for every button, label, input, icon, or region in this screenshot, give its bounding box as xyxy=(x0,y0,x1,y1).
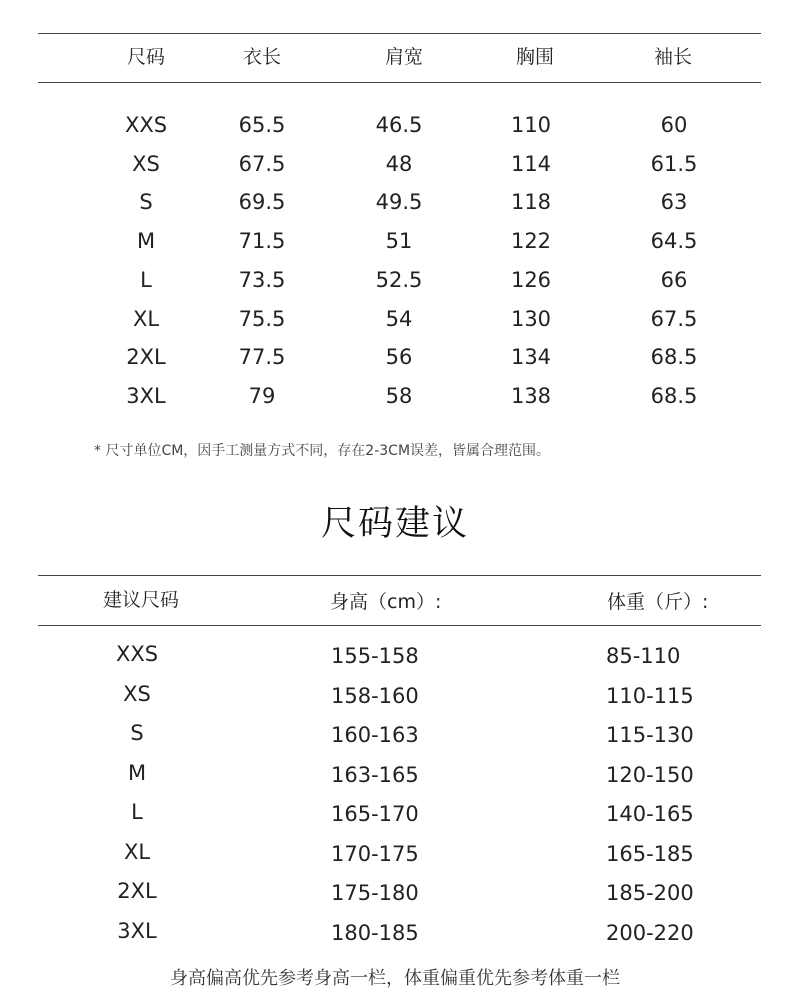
cell-size: XL xyxy=(132,306,160,331)
cell-length: 71.5 xyxy=(238,229,286,254)
cell-weight-range: 115-130 xyxy=(606,723,694,747)
cell-sleeve: 64.5 xyxy=(650,229,698,254)
cell-chest: 118 xyxy=(510,190,552,215)
cell-shoulder: 52.5 xyxy=(375,267,423,292)
header-length: 衣长 xyxy=(242,46,282,68)
header-shoulder: 肩宽 xyxy=(384,46,424,68)
cell-chest: 130 xyxy=(510,306,552,331)
header-size: 尺码 xyxy=(126,46,166,68)
cell-size: 3XL xyxy=(126,383,166,408)
cell-weight-range: 140-165 xyxy=(606,802,694,826)
cell-recommended-size: M xyxy=(127,760,147,785)
cell-weight-range: 165-185 xyxy=(606,841,694,866)
cell-height-range: 155-158 xyxy=(331,644,419,668)
cell-sleeve: 68.5 xyxy=(650,383,698,408)
cell-length: 77.5 xyxy=(238,345,286,370)
recommendation-top-rule xyxy=(38,575,761,576)
header-chest: 胸围 xyxy=(515,46,555,68)
cell-height-range: 175-180 xyxy=(331,881,419,905)
cell-size: XS xyxy=(132,151,160,176)
cell-height-range: 163-165 xyxy=(331,762,419,787)
cell-recommended-size: XL xyxy=(123,839,151,864)
cell-length: 69.5 xyxy=(238,190,286,215)
cell-height-range: 170-175 xyxy=(331,841,419,866)
cell-weight-range: 200-220 xyxy=(606,920,694,945)
cell-shoulder: 54 xyxy=(385,306,413,331)
cell-height-range: 158-160 xyxy=(331,683,419,708)
cell-sleeve: 61.5 xyxy=(650,151,698,176)
header-recommended-size: 建议尺码 xyxy=(103,589,180,611)
recommendation-footer: 身高偏高优先参考身高一栏，体重偏重优先参考体重一栏 xyxy=(170,968,620,989)
header-weight: 体重（斤）: xyxy=(607,591,709,613)
cell-chest: 114 xyxy=(510,151,552,176)
cell-size: XXS xyxy=(124,113,168,137)
cell-weight-range: 185-200 xyxy=(606,881,694,905)
cell-recommended-size: XXS xyxy=(115,642,159,666)
cell-sleeve: 66 xyxy=(660,267,688,292)
cell-shoulder: 46.5 xyxy=(375,113,423,137)
cell-recommended-size: 2XL xyxy=(117,879,157,903)
cell-chest: 134 xyxy=(510,345,552,370)
recommendation-header-rule xyxy=(38,625,761,626)
cell-recommended-size: XS xyxy=(123,681,151,706)
cell-shoulder: 56 xyxy=(385,345,413,370)
cell-sleeve: 67.5 xyxy=(650,306,698,331)
cell-length: 73.5 xyxy=(238,267,286,292)
cell-length: 75.5 xyxy=(238,306,286,331)
cell-shoulder: 58 xyxy=(385,383,413,408)
cell-shoulder: 51 xyxy=(385,229,413,254)
cell-height-range: 180-185 xyxy=(331,920,419,945)
cell-size: 2XL xyxy=(126,345,166,370)
cell-height-range: 165-170 xyxy=(331,802,419,826)
cell-chest: 126 xyxy=(510,267,552,292)
cell-chest: 138 xyxy=(510,383,552,408)
cell-sleeve: 68.5 xyxy=(650,345,698,370)
header-sleeve: 袖长 xyxy=(653,46,693,68)
cell-size: L xyxy=(140,267,152,292)
recommendation-title: 尺码建议 xyxy=(320,504,469,544)
cell-weight-range: 85-110 xyxy=(606,644,681,668)
measurement-note: * 尺寸单位CM，因手工测量方式不同，存在2-3CM误差，皆属合理范围。 xyxy=(94,443,551,459)
header-height: 身高（cm）: xyxy=(330,591,442,613)
cell-shoulder: 49.5 xyxy=(375,190,423,215)
cell-chest: 122 xyxy=(510,229,552,254)
cell-sleeve: 60 xyxy=(660,113,688,137)
cell-chest: 110 xyxy=(510,113,552,137)
cell-length: 65.5 xyxy=(238,113,286,137)
cell-weight-range: 110-115 xyxy=(606,683,694,708)
size-chart-header-rule xyxy=(38,82,761,83)
cell-height-range: 160-163 xyxy=(331,723,419,747)
cell-length: 67.5 xyxy=(238,151,286,176)
cell-size: S xyxy=(139,190,153,215)
cell-recommended-size: S xyxy=(130,721,144,745)
cell-length: 79 xyxy=(248,383,276,408)
cell-recommended-size: L xyxy=(131,800,143,824)
size-chart-top-rule xyxy=(38,33,761,34)
cell-weight-range: 120-150 xyxy=(606,762,694,787)
cell-recommended-size: 3XL xyxy=(117,918,157,943)
cell-size: M xyxy=(136,229,156,254)
cell-shoulder: 48 xyxy=(385,151,413,176)
cell-sleeve: 63 xyxy=(660,190,688,215)
